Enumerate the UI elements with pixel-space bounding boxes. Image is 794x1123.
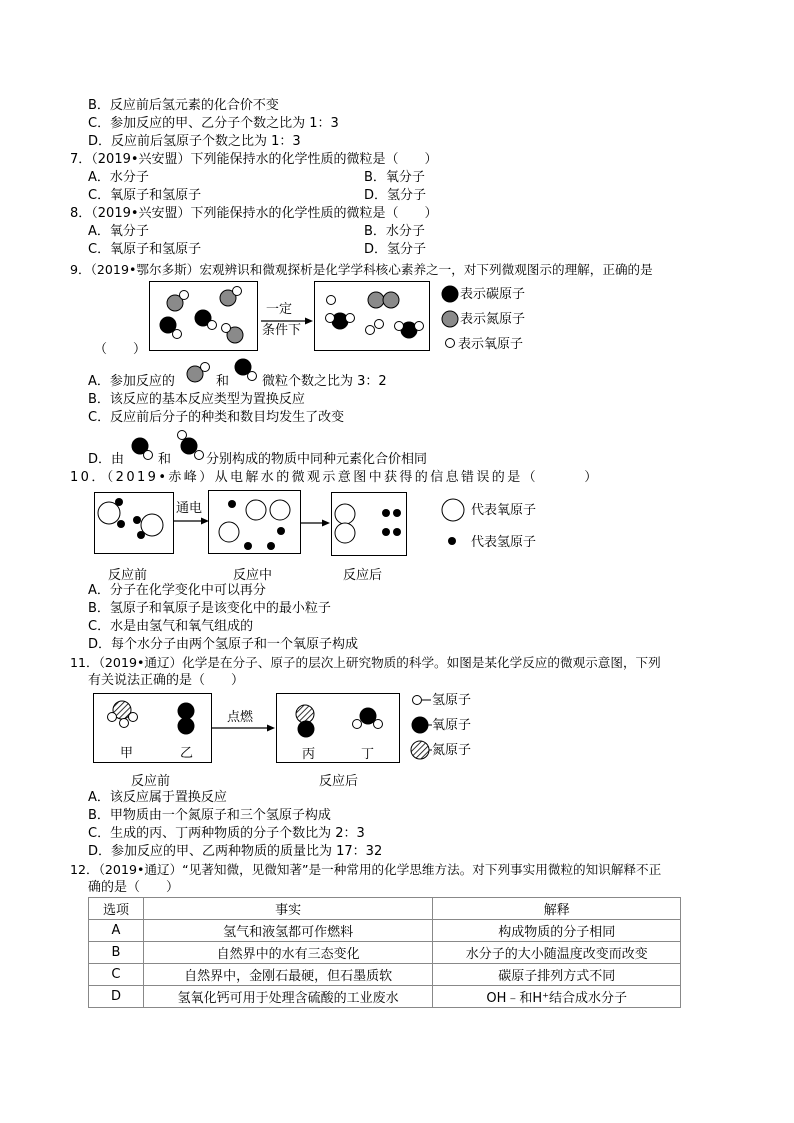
hydrogen-atom (353, 720, 362, 729)
nitrogen-atom (383, 292, 399, 308)
oxygen-atom (366, 326, 375, 335)
q7-option-c: C．氧原子和氢原子 (88, 188, 202, 203)
hydrogen-atom (244, 542, 252, 550)
q6-option-c: C．参加反应的甲、乙分子个数之比为 1：3 (88, 116, 339, 131)
oxygen-atom (246, 500, 266, 520)
table-row (89, 964, 681, 986)
hydrogen-atom (382, 528, 390, 536)
table-cell: B (89, 942, 144, 964)
q10-before-molecules (94, 492, 174, 554)
q9-option-d-post: 分别构成的物质中同种元素化合价相同 (206, 452, 428, 467)
q11-label-jia: 甲 (120, 746, 134, 761)
hydrogen-legend-icon (448, 537, 456, 545)
q9-condition-top: 一定 (266, 302, 293, 317)
q7-option-a: A．水分子 (88, 170, 149, 185)
q9-option-d-co-molecule-icon (130, 436, 154, 462)
q6-option-b: B．反应前后氢元素的化合价不变 (88, 98, 279, 113)
oxygen-atom (219, 522, 239, 542)
q10-caption-after: 反应后 (343, 568, 383, 583)
q9-option-a-pre: A．参加反应的 (88, 374, 175, 389)
hydrogen-atom (382, 509, 390, 517)
oxygen-atom (141, 514, 163, 536)
oxygen-legend-icon (442, 499, 464, 521)
q10-arrow-1 (174, 516, 210, 526)
q8-option-c: C．氧原子和氢原子 (88, 242, 202, 257)
oxygen-atom (415, 322, 424, 331)
oxygen-atom (298, 721, 315, 738)
q11-arrow-label: 点燃 (227, 710, 254, 725)
hydrogen-atom (393, 509, 401, 517)
q10-stem: 10．（2019•赤峰）从电解水的微观示意图中获得的信息错误的是（ ） (70, 470, 600, 485)
table-cell: 构成物质的分子相同 (433, 920, 681, 942)
oxygen-legend-icon (446, 339, 455, 348)
oxygen-legend-icon (412, 717, 429, 734)
table-cell: C (89, 964, 144, 986)
q11-reaction-arrow (212, 723, 276, 733)
q9-answer-paren: （ ） (94, 342, 147, 357)
table-cell: OH﹣和H⁺结合成水分子 (433, 986, 681, 1008)
hydrogen-atom (120, 719, 129, 728)
oxygen-atom (180, 291, 189, 300)
q10-arrow-2 (301, 518, 331, 528)
q9-option-a-and: 和 (216, 374, 230, 389)
carbon-atom (332, 313, 348, 329)
table-cell: 碳原子排列方式不同 (433, 964, 681, 986)
hydrogen-atom (228, 500, 236, 508)
table-header-explanation: 解释 (433, 898, 681, 920)
q9-legend-nitrogen: 表示氮原子 (460, 312, 526, 327)
q10-option-d: D．每个水分子由两个氢原子和一个氧原子构成 (88, 637, 359, 652)
q6-option-d: D．反应前后氢原子个数之比为 1：3 (88, 134, 301, 149)
q11-before-molecules (93, 693, 212, 763)
q10-option-b: B．氢原子和氧原子是该变化中的最小粒子 (88, 601, 331, 616)
q10-during-atoms (208, 490, 301, 554)
q9-legend-carbon: 表示碳原子 (460, 287, 526, 302)
oxygen-atom (346, 314, 355, 323)
q7-option-b: B．氧分子 (364, 170, 425, 185)
hydrogen-atom (117, 520, 125, 528)
q12-table (88, 897, 681, 1008)
nitrogen-atom (368, 292, 384, 308)
oxygen-atom (178, 718, 195, 735)
q11-legend-oxygen: 氧原子 (432, 718, 472, 733)
oxygen-atom (375, 320, 384, 329)
q11-caption-before: 反应前 (131, 774, 171, 789)
q7-option-d: D．氢分子 (364, 188, 427, 203)
q9-legend-oxygen: 表示氧原子 (458, 337, 524, 352)
q11-legend-nitrogen: 氮原子 (432, 743, 472, 758)
q10-caption-during: 反应中 (233, 568, 273, 583)
q8-option-b: B．水分子 (364, 224, 425, 239)
hydrogen-atom (374, 720, 383, 729)
table-cell: 水分子的大小随温度改变而改变 (433, 942, 681, 964)
hydrogen-atom (115, 498, 123, 506)
table-row (89, 920, 681, 942)
q10-after-molecules (331, 492, 407, 556)
table-cell: 氢气和液氢都可作燃料 (143, 920, 432, 942)
oxygen-atom (395, 322, 404, 331)
q8-stem: 8．（2019•兴安盟）下列能保持水的化学性质的微粒是（ ） (70, 206, 438, 221)
table-header-option: 选项 (89, 898, 144, 920)
q9-before-molecules (149, 281, 258, 351)
q11-option-b: B．甲物质由一个氮原子和三个氢原子构成 (88, 808, 331, 823)
q9-option-d-and: 和 (158, 452, 172, 467)
carbon-legend-icon (442, 286, 458, 302)
oxygen-atom (233, 287, 242, 296)
q12-stem-line2: 确的是（ ） (88, 880, 180, 895)
q10-arrow-label: 通电 (176, 501, 203, 516)
oxygen-atom (335, 523, 355, 543)
q11-label-ding: 丁 (361, 747, 375, 762)
oxygen-atom (335, 504, 355, 524)
q11-stem: 11．（2019•通辽）化学是在分子、原子的层次上研究物质的科学。如图是某化学反应的微观示意图，下列 (70, 655, 661, 670)
q9-option-d-pre: D．由 (88, 452, 125, 467)
q11-caption-after: 反应后 (319, 774, 359, 789)
table-cell: A (89, 920, 144, 942)
q9-option-d-co2-molecule-icon (174, 428, 204, 462)
oxygen-atom (270, 500, 290, 520)
q8-option-d: D．氢分子 (364, 242, 427, 257)
oxygen-atom (326, 314, 335, 323)
oxygen-atom (208, 321, 217, 330)
q9-option-b: B．该反应的基本反应类型为置换反应 (88, 392, 305, 407)
table-cell: 自然界中，金刚石最硬，但石墨质软 (143, 964, 432, 986)
q12-stem: 12．（2019•通辽）“见著知微，见微知著”是一种常用的化学思维方法。对下列事实用微粒的知识解释不正 (70, 862, 662, 877)
hydrogen-atom (393, 528, 401, 536)
table-cell: 自然界中的水有三态变化 (143, 942, 432, 964)
table-row (89, 986, 681, 1008)
q11-after-molecules (276, 693, 400, 763)
q11-stem-line2: 有关说法正确的是（ ） (88, 673, 245, 688)
q8-option-a: A．氧分子 (88, 224, 149, 239)
hydrogen-atom (108, 713, 117, 722)
oxygen-atom (222, 324, 231, 333)
q11-legend-hydrogen: 氢原子 (432, 693, 472, 708)
q10-legend-oxygen: 代表氧原子 (471, 503, 537, 518)
q11-label-yi: 乙 (180, 746, 194, 761)
hydrogen-atom (267, 542, 275, 550)
oxygen-atom (173, 330, 182, 339)
q11-option-c: C．生成的丙、丁两种物质的分子个数比为 2：3 (88, 826, 365, 841)
q9-legend-icons (440, 285, 460, 357)
q9-after-molecules (314, 281, 430, 351)
q9-stem: 9．（2019•鄂尔多斯）宏观辨识和微观探析是化学学科核心素养之一，对下列微观图示的理解，正确的是 (70, 262, 653, 277)
q9-option-c: C．反应前后分子的种类和数目均发生了改变 (88, 410, 345, 425)
q9-option-a-post: 微粒个数之比为 3：2 (262, 374, 387, 389)
oxygen-atom (178, 703, 195, 720)
table-header-row (89, 898, 681, 920)
q11-label-bing: 丙 (302, 747, 316, 762)
hydrogen-atom (133, 516, 141, 524)
nitrogen-legend-icon (442, 311, 458, 327)
nitrogen-atom (296, 705, 314, 723)
nitrogen-legend-icon (411, 741, 429, 759)
q10-caption-before: 反应前 (108, 568, 148, 583)
hydrogen-atom (137, 531, 145, 539)
table-cell: D (89, 986, 144, 1008)
oxygen-atom (327, 296, 336, 305)
table-row (89, 942, 681, 964)
q10-option-c: C．水是由氢气和氧气组成的 (88, 619, 254, 634)
q10-legend-icons (439, 498, 469, 548)
q9-condition-bottom: 条件下 (262, 323, 302, 338)
q11-option-a: A．该反应属于置换反应 (88, 790, 227, 805)
hydrogen-legend-icon (413, 696, 422, 705)
table-cell: 氢氧化钙可用于处理含硫酸的工业废水 (143, 986, 432, 1008)
hydrogen-atom (129, 713, 138, 722)
q11-option-d: D．参加反应的甲、乙两种物质的质量比为 17：32 (88, 844, 383, 859)
q10-option-a: A．分子在化学变化中可以再分 (88, 583, 266, 598)
hydrogen-atom (277, 527, 285, 535)
q10-legend-hydrogen: 代表氢原子 (471, 535, 537, 550)
q9-option-a-no-molecule-icon (186, 361, 214, 387)
table-header-fact: 事实 (143, 898, 432, 920)
q9-option-a-co-molecule-icon (232, 358, 260, 386)
q7-stem: 7．（2019•兴安盟）下列能保持水的化学性质的微粒是（ ） (70, 152, 438, 167)
oxygen-atom (98, 502, 120, 524)
